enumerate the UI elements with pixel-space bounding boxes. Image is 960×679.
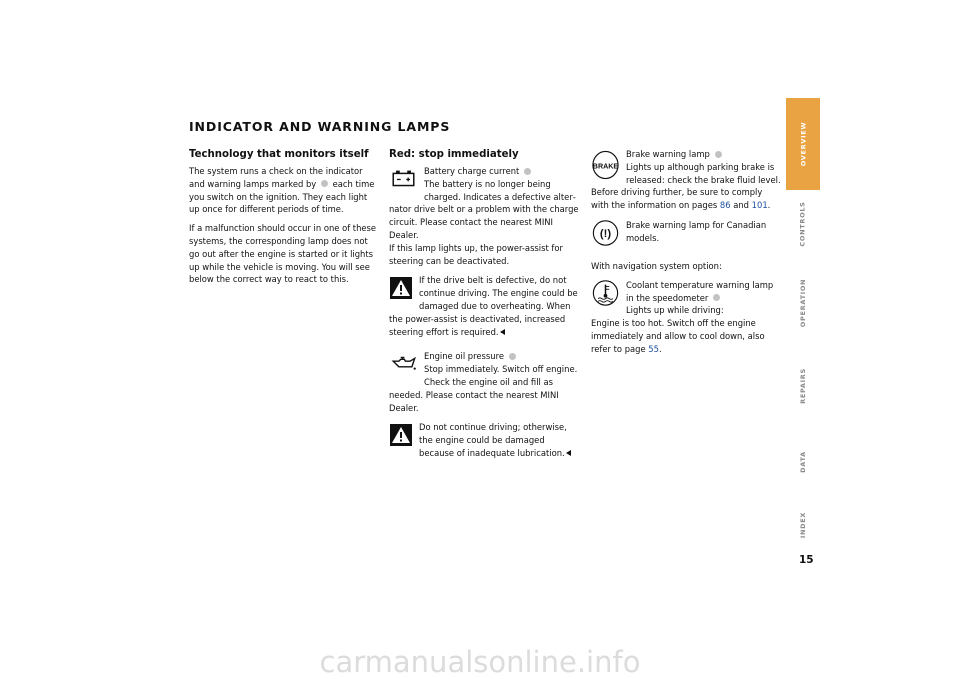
oil-block bbox=[389, 350, 581, 414]
lamp-title: Battery charge current bbox=[424, 166, 520, 176]
page-link[interactable]: 101 bbox=[751, 200, 768, 211]
oil-can-icon bbox=[389, 350, 418, 378]
lamp-body: Stop immediately. Switch off engine. Check the engine oil and fill as needed. Please contact the nearest MINI Dealer. bbox=[389, 364, 578, 413]
lamp-title: Brake warning lamp bbox=[626, 149, 710, 159]
tab-label: DATA bbox=[799, 451, 807, 473]
lamp-body: Brake warning lamp for Canadian models. bbox=[626, 219, 767, 243]
warning-triangle-icon bbox=[389, 421, 413, 449]
right-column bbox=[591, 148, 781, 363]
tab-data[interactable] bbox=[786, 424, 820, 500]
lamp-body: Lights up although parking brake is released: check the brake fluid level. Before driving further, be sure to comply with the information on pages bbox=[591, 161, 781, 211]
page-link[interactable]: 55 bbox=[648, 343, 659, 354]
tab-index[interactable] bbox=[786, 500, 820, 550]
lamp-body: Engine is too hot. Switch off the engine immediately and allow to cool down, also refer to page bbox=[591, 318, 765, 354]
indicator-dot-icon bbox=[509, 353, 516, 360]
tab-controls[interactable] bbox=[786, 190, 820, 258]
tab-overview[interactable] bbox=[786, 98, 820, 190]
warning-triangle-icon bbox=[389, 274, 413, 302]
lamp-body: If this lamp lights up, the power-assist for steering can be deactivated. bbox=[389, 242, 563, 266]
tab-label: INDEX bbox=[799, 511, 807, 539]
indicator-dot-icon bbox=[321, 180, 328, 187]
text: The system runs a check on the indicator and warning lamps marked by bbox=[189, 166, 363, 189]
page-link[interactable]: 86 bbox=[719, 200, 731, 211]
paragraph: If a malfunction should occur in one of these systems, the corresponding lamp does not go out after the engine is started or it lights up while the vehicle is moving. You will see below the correct way to react to this. bbox=[189, 223, 377, 285]
lamp-body: The battery is no longer being charged. Indicates a defective alternator drive belt or a problem with the charge circuit. Please contact the nearest MINI Dealer. bbox=[389, 178, 579, 240]
tab-operation[interactable] bbox=[786, 258, 820, 348]
section-tab-bar bbox=[786, 98, 820, 632]
tab-repairs[interactable] bbox=[786, 348, 820, 424]
canada-icon-label: (!) bbox=[599, 228, 612, 241]
brake-icon-label: BRAKE bbox=[592, 162, 619, 171]
section-heading: Technology that monitors itself bbox=[189, 149, 369, 160]
lamp-title: Coolant temperature warning lamp in the speedometer bbox=[626, 279, 774, 303]
lamp-body: Lights up while driving: bbox=[626, 305, 724, 316]
text: each time you switch on the ignition. They each light up once for different periods of time. bbox=[189, 178, 375, 215]
section-heading: Red: stop immediately bbox=[389, 149, 519, 160]
coolant-temperature-icon bbox=[591, 279, 620, 307]
warning-text: If the drive belt is defective, do not continue driving. The engine could be damaged due to overheating. When the power-assist is deactivated, increased steering effort is required. bbox=[389, 275, 578, 337]
warning-block bbox=[389, 421, 581, 459]
brake-warning-canada-icon bbox=[591, 219, 620, 247]
end-marker-icon bbox=[500, 329, 505, 335]
tab-label: REPAIRS bbox=[799, 368, 807, 404]
paragraph bbox=[189, 165, 379, 216]
tab-label: OVERVIEW bbox=[799, 121, 807, 167]
left-column bbox=[189, 148, 379, 292]
tab-label: CONTROLS bbox=[799, 201, 807, 247]
coolant-block: Coolant temperature warning lamp in the speedometer Lights up while driving: Engine is too hot. Switch off the engine immediately and allow to cool down, also refer to page 55. bbox=[591, 279, 774, 354]
text: and bbox=[733, 200, 749, 211]
page-number: 15 bbox=[799, 554, 814, 566]
warning-block bbox=[389, 274, 581, 338]
page-title: INDICATOR AND WARNING LAMPS bbox=[189, 119, 451, 134]
indicator-dot-icon bbox=[713, 294, 720, 301]
watermark: carmanualsonline.info bbox=[319, 645, 641, 679]
canada-brake-block bbox=[591, 219, 781, 249]
lamp-title: Engine oil pressure bbox=[424, 351, 504, 362]
paragraph: With navigation system option: bbox=[591, 260, 722, 271]
tab-label: OPERATION bbox=[799, 278, 808, 328]
middle-column bbox=[389, 148, 581, 467]
brake-icon bbox=[591, 148, 620, 182]
brake-block: BRAKE Brake warning lamp Lights up although parking brake is released: check the brake fluid level. Before driving further, be sure to comply with the information on pages 86 and 101. bbox=[591, 149, 781, 211]
battery-block bbox=[389, 165, 581, 267]
battery-icon bbox=[389, 165, 418, 193]
warning-text: Do not continue driving; otherwise, the engine could be damaged because of inadequate lubrication. bbox=[419, 422, 567, 458]
end-marker-icon bbox=[566, 450, 571, 456]
indicator-dot-icon bbox=[524, 168, 531, 175]
indicator-dot-icon bbox=[715, 151, 722, 158]
